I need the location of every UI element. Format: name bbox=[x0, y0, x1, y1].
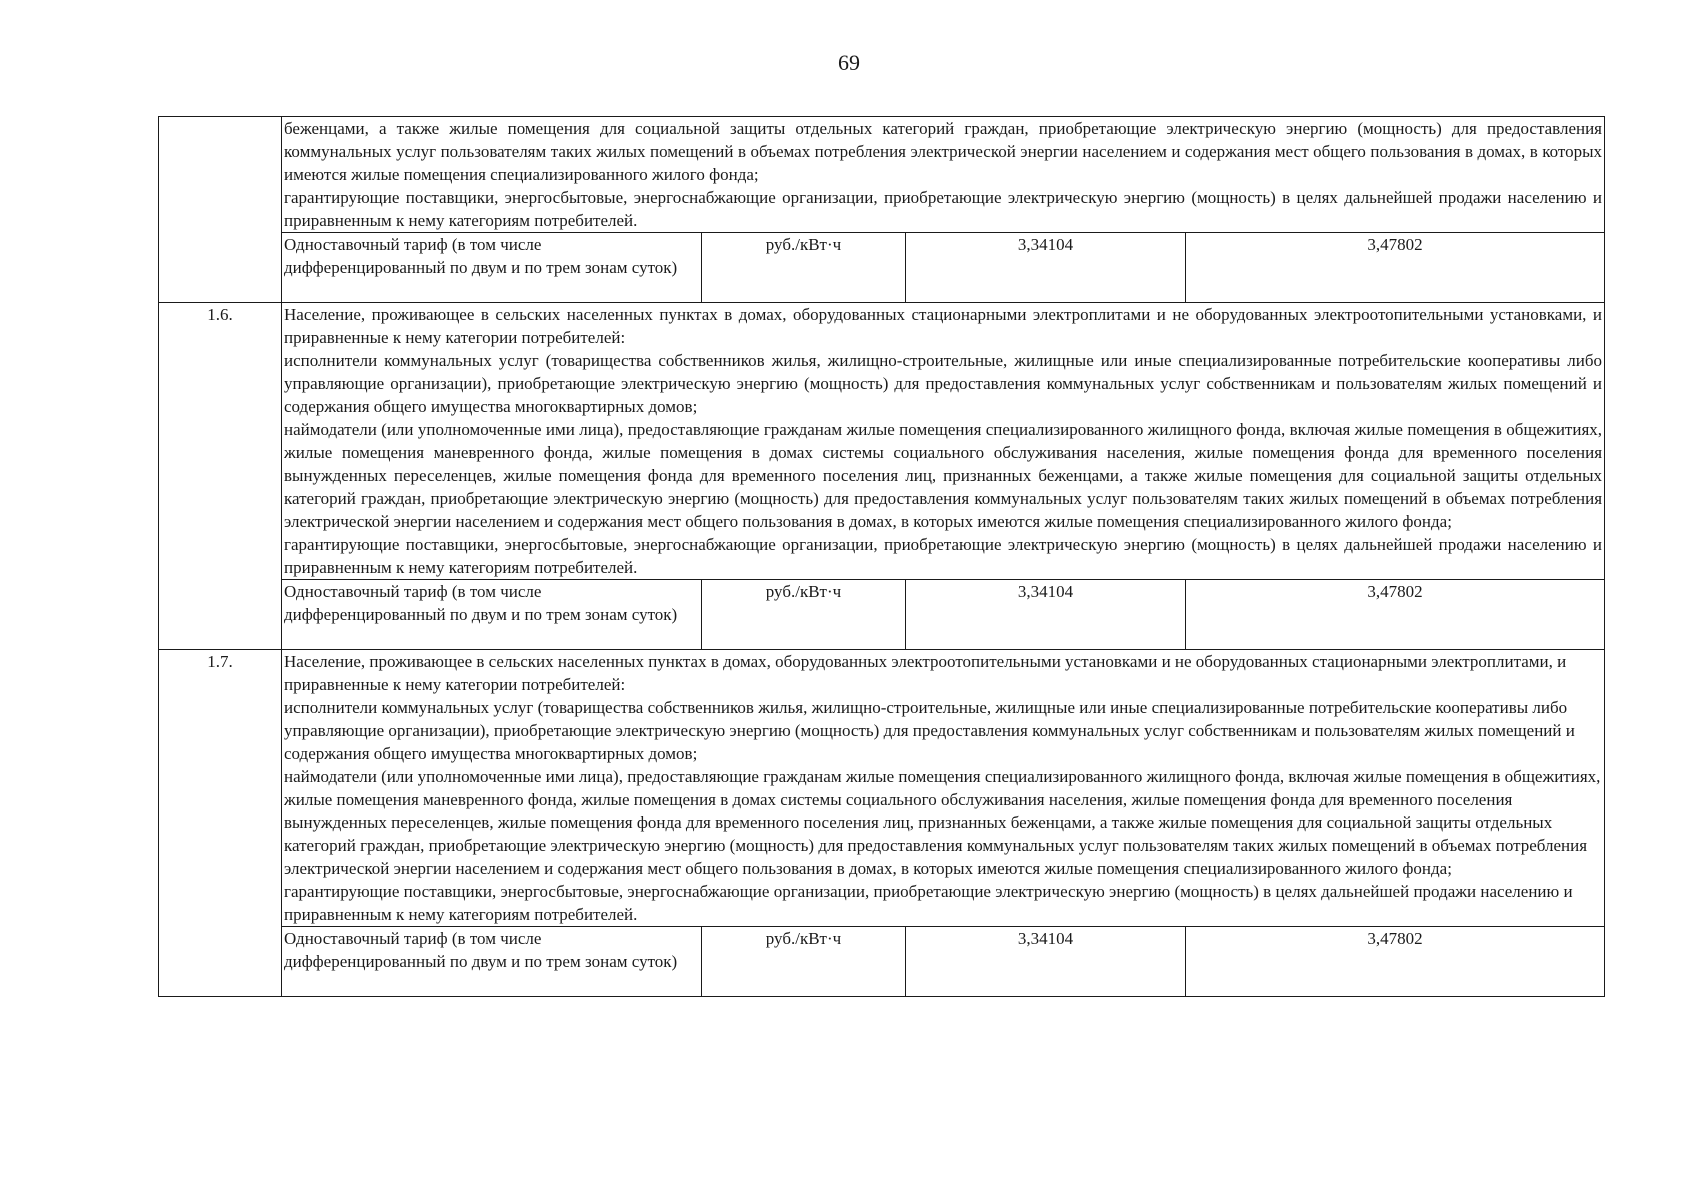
tariff-unit-cell: руб./кВт·ч bbox=[702, 233, 906, 303]
tariff-table bbox=[158, 116, 1605, 997]
tariff-value-second-half: 3,47802 bbox=[1186, 580, 1605, 650]
row-number-cell: 1.6. bbox=[159, 303, 282, 650]
tariff-value-first-half: 3,34104 bbox=[906, 580, 1186, 650]
tariff-name-cell: Одноставочный тариф (в том числе дифференцированный по двум и по трем зонам суток) bbox=[282, 927, 702, 997]
description-paragraph: гарантирующие поставщики, энергосбытовые, энергоснабжающие организации, приобретающие электрическую энергию (мощность) в целях дальнейшей продажи населению и приравненным к нему категориям потребителей. bbox=[284, 882, 1573, 924]
table-row-1-7 bbox=[159, 650, 1605, 927]
tariff-row bbox=[159, 580, 1605, 650]
tariff-name-cell: Одноставочный тариф (в том числе дифференцированный по двум и по трем зонам суток) bbox=[282, 233, 702, 303]
description-paragraph: Население, проживающее в сельских населенных пунктах в домах, оборудованных электроотопительными установками и не оборудованных стационарными электроплитами, и приравненные к нему категории потребителей: bbox=[284, 652, 1567, 694]
description-paragraph: наймодатели (или уполномоченные ими лица), предоставляющие гражданам жилые помещения специализированного жилищного фонда, включая жилые помещения в общежитиях, жилые помещения маневренного фонда, жилые помещения в домах системы социального обслуживания населения, жилые помещения фонда для временного поселения вынужденных переселенцев, жилые помещения фонда для временного поселения лиц, признанных беженцами, а также жилые помещения для социальной защиты отдельных категорий граждан, приобретающие электрическую энергию (мощность) для предоставления коммунальных услуг пользователям таких жилых помещений в объемах потребления электрической энергии населением и содержания мест общего пользования в домах, в которых имеются жилые помещения специализированного жилого фонда; bbox=[284, 420, 1603, 531]
tariff-row bbox=[159, 233, 1605, 303]
tariff-row bbox=[159, 927, 1605, 997]
description-paragraph: Население, проживающее в сельских населенных пунктах в домах, оборудованных стационарными электроплитами и не оборудованных электроотопительными установками, и приравненные к нему категории потребителей: bbox=[284, 305, 1603, 347]
table-row-continuation bbox=[159, 117, 1605, 233]
row-number-cell bbox=[159, 117, 282, 303]
tariff-value-second-half: 3,47802 bbox=[1186, 233, 1605, 303]
tariff-unit-cell: руб./кВт·ч bbox=[702, 927, 906, 997]
row-number-cell: 1.7. bbox=[159, 650, 282, 997]
category-description bbox=[282, 117, 1605, 233]
tariff-value-second-half: 3,47802 bbox=[1186, 927, 1605, 997]
table-row-1-6 bbox=[159, 303, 1605, 580]
description-paragraph: гарантирующие поставщики, энергосбытовые, энергоснабжающие организации, приобретающие электрическую энергию (мощность) в целях дальнейшей продажи населению и приравненным к нему категориям потребителей. bbox=[284, 535, 1603, 577]
tariff-value-first-half: 3,34104 bbox=[906, 233, 1186, 303]
description-paragraph: исполнители коммунальных услуг (товарищества собственников жилья, жилищно-строительные, жилищные или иные специализированные потребительские кооперативы либо управляющие организации), приобретающие электрическую энергию (мощность) для предоставления коммунальных услуг собственникам и пользователям жилых помещений и содержания общего имущества многоквартирных домов; bbox=[284, 351, 1603, 416]
description-paragraph: гарантирующие поставщики, энергосбытовые, энергоснабжающие организации, приобретающие электрическую энергию (мощность) в целях дальнейшей продажи населению и приравненным к нему категориям потребителей. bbox=[284, 188, 1603, 230]
description-paragraph: наймодатели (или уполномоченные ими лица), предоставляющие гражданам жилые помещения специализированного жилищного фонда, включая жилые помещения в общежитиях, жилые помещения маневренного фонда, жилые помещения в домах системы социального обслуживания населения, жилые помещения фонда для временного поселения вынужденных переселенцев, жилые помещения фонда для временного поселения лиц, признанных беженцами, а также жилые помещения для социальной защиты отдельных категорий граждан, приобретающие электрическую энергию (мощность) для предоставления коммунальных услуг пользователям таких жилых помещений в объемах потребления электрической энергии населением и содержания мест общего пользования в домах, в которых имеются жилые помещения специализированного жилого фонда; bbox=[284, 767, 1601, 878]
page-number: 69 bbox=[838, 50, 860, 75]
tariff-value-first-half: 3,34104 bbox=[906, 927, 1186, 997]
category-description bbox=[282, 303, 1605, 580]
tariff-unit-cell: руб./кВт·ч bbox=[702, 580, 906, 650]
description-paragraph: беженцами, а также жилые помещения для социальной защиты отдельных категорий граждан, приобретающие электрическую энергию (мощность) для предоставления коммунальных услуг пользователям таких жилых помещений в объемах потребления электрической энергии населением и содержания мест общего пользования в домах, в которых имеются жилые помещения специализированного жилого фонда; bbox=[284, 119, 1603, 184]
description-paragraph: исполнители коммунальных услуг (товарищества собственников жилья, жилищно-строительные, жилищные или иные специализированные потребительские кооперативы либо управляющие организации), приобретающие электрическую энергию (мощность) для предоставления коммунальных услуг собственникам и пользователям жилых помещений и содержания общего имущества многоквартирных домов; bbox=[284, 698, 1575, 763]
category-description bbox=[282, 650, 1605, 927]
tariff-name-cell: Одноставочный тариф (в том числе дифференцированный по двум и по трем зонам суток) bbox=[282, 580, 702, 650]
